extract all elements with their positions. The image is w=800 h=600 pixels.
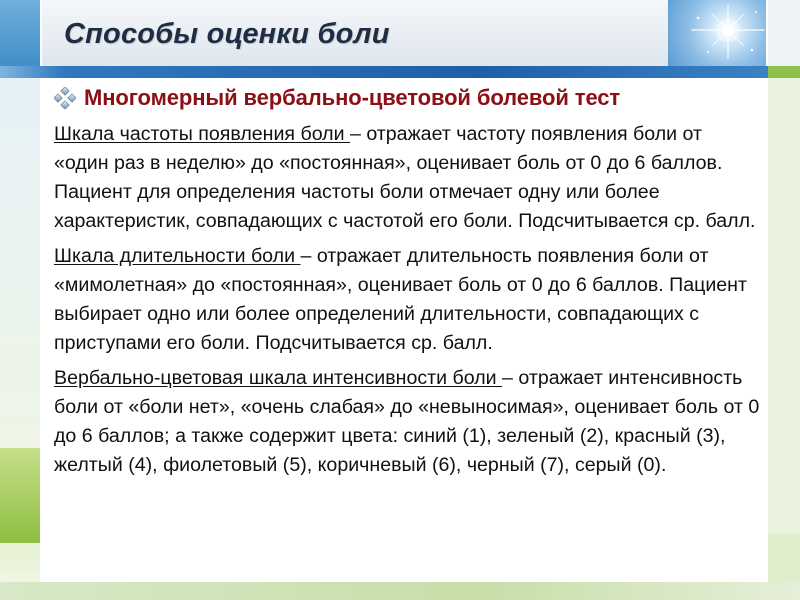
description-frequency-scale: – отражает частоту появления боли от «один раз в неделю» до «постоянная», оценивает боль от 0 до 6 баллов. Пациент для определения частоты боли отмечает одну или более характеристик, совпадающих с частотой его боли. Подсчитывается ср. балл.	[54, 123, 756, 232]
term-frequency-scale: Шкала частоты появления боли	[54, 123, 350, 145]
paragraph-intensity-scale	[54, 364, 760, 480]
page-title: Способы оценки боли	[64, 18, 390, 50]
term-duration-scale: Шкала длительности боли	[54, 245, 301, 267]
title-underline-bar	[0, 66, 800, 78]
paragraph-frequency-scale	[54, 120, 760, 236]
paragraph-duration-scale	[54, 242, 760, 358]
bottom-decor-bar	[0, 582, 800, 600]
section-heading-text: Многомерный вербально-цветовой болевой тест	[84, 85, 621, 110]
sparkle-star-icon	[668, 0, 766, 66]
left-decor-column	[0, 0, 40, 600]
description-intensity-scale: – отражает интенсивность боли от «боли нет», «очень слабая» до «невыносимая», оценивает боль от 0 до 6 баллов; а также содержит цвета: синий (1), зеленый (2), красный (3), желтый (4), фиолетовый (5), коричневый (6), черный (7), серый (0).	[54, 367, 760, 476]
diamond-bullet-icon	[54, 87, 76, 109]
term-intensity-scale: Вербально-цветовая шкала интенсивности боли	[54, 367, 503, 389]
description-duration-scale: – отражает длительность появления боли от «мимолетная» до «постоянная», оценивает боль от 0 до 6 баллов. Пациент выбирает одно или более определений длительности, совпадающих с приступами его боли. Подсчитывается ср. балл.	[54, 245, 747, 354]
accent-green-block	[768, 66, 800, 78]
slide-body	[54, 80, 760, 480]
right-decor-column	[768, 0, 800, 600]
section-heading	[54, 80, 760, 116]
